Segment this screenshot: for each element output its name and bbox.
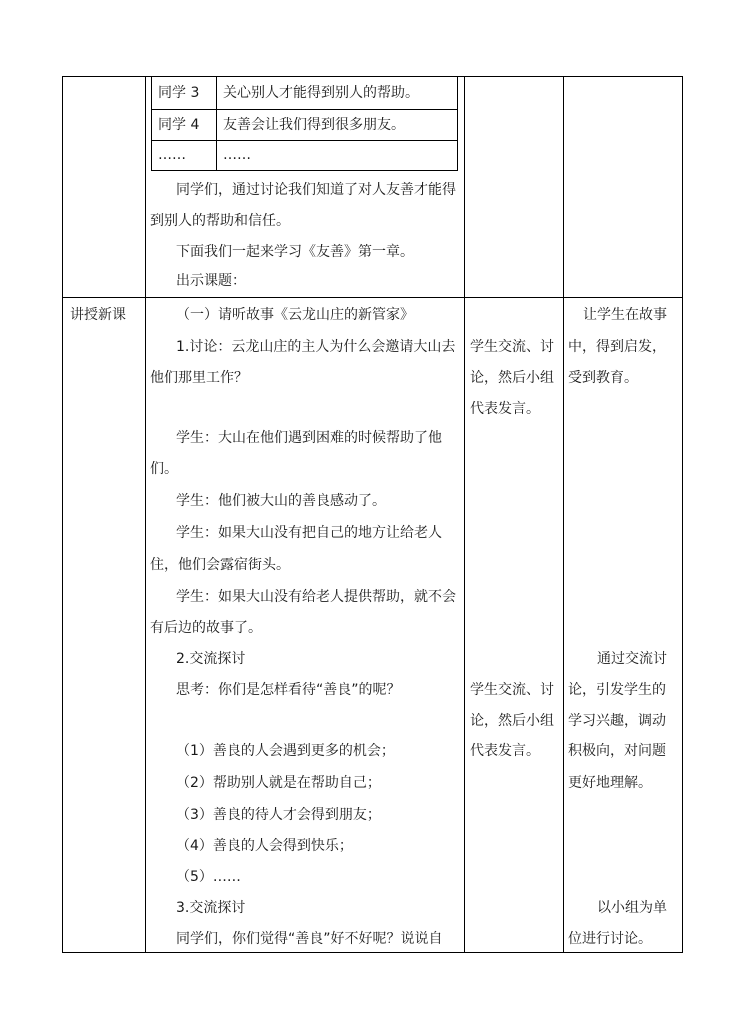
table-left-border <box>62 76 63 953</box>
inner-table-mid <box>216 76 217 171</box>
student-line: 学生：如果大山没有把自己的地方让给老人 <box>176 525 442 541</box>
inner-row-text: 关心别人才能得到别人的帮助。 <box>223 85 419 101</box>
intent-line: 更好地理解。 <box>568 775 652 791</box>
q2-title: 2.交流探讨 <box>176 651 246 667</box>
q1-line1: 1.讨论：云龙山庄的主人为什么会邀请大山去 <box>176 339 456 355</box>
student-activity-line: 代表发言。 <box>470 401 540 417</box>
inner-table-rule <box>151 140 458 141</box>
student-line-cont: 住，他们会露宿街头。 <box>150 557 290 573</box>
student-activity-line: 论，然后小组 <box>470 713 554 729</box>
paragraph-3: 出示课题： <box>176 273 246 289</box>
q2-item: （4）善良的人会得到快乐； <box>176 838 353 854</box>
q2-item: （5）…… <box>176 869 241 885</box>
q3-line1: 同学们，你们觉得“善良”好不好呢？说说自 <box>176 931 443 947</box>
student-line-cont: 们。 <box>150 461 178 477</box>
student-line: 学生：他们被大山的善良感动了。 <box>176 493 386 509</box>
intent-line: 积极向，对问题 <box>568 743 666 759</box>
paragraph-1-line1: 同学们，通过讨论我们知道了对人友善才能得 <box>176 182 456 198</box>
intent-line: 位进行讨论。 <box>568 931 652 947</box>
intent-line: 中，得到启发， <box>568 339 666 355</box>
q1-line2: 他们那里工作？ <box>150 370 248 386</box>
inner-table-bottom <box>151 170 458 171</box>
q2-item: （3）善良的待人才会得到朋友； <box>176 807 381 823</box>
q3-title: 3.交流探讨 <box>176 900 246 916</box>
inner-row-label: …… <box>158 147 186 163</box>
inner-table-left <box>151 76 152 171</box>
intent-line: 学习兴趣，调动 <box>568 713 666 729</box>
student-activity-line: 代表发言。 <box>470 743 540 759</box>
table-bottom-border <box>62 952 683 953</box>
student-activity-line: 论，然后小组 <box>470 370 554 386</box>
inner-row-text: …… <box>223 147 251 163</box>
table-right-border <box>682 76 683 953</box>
student-line: 学生：如果大山没有给老人提供帮助，就不会 <box>176 589 456 605</box>
intent-line: 论，引发学生的 <box>568 682 666 698</box>
inner-row-label: 同学 4 <box>158 117 200 133</box>
stage-label: 讲授新课 <box>70 307 126 323</box>
paragraph-2: 下面我们一起来学习《友善》第一章。 <box>176 244 414 260</box>
intent-line: 以小组为单 <box>597 900 667 916</box>
q2-item: （1）善良的人会遇到更多的机会； <box>176 743 395 759</box>
intent-line: 受到教育。 <box>568 370 638 386</box>
intent-line: 让学生在故事 <box>583 307 667 323</box>
intent-line: 通过交流讨 <box>597 651 667 667</box>
q2-prompt: 思考：你们是怎样看待“善良”的呢？ <box>176 682 401 698</box>
table-col3-divider <box>563 76 564 953</box>
student-activity-line: 学生交流、讨 <box>470 339 554 355</box>
table-col1-divider <box>145 76 146 953</box>
table-top-border <box>62 76 683 77</box>
student-line: 学生：大山在他们遇到困难的时候帮助了他 <box>176 430 442 446</box>
table-row-divider <box>62 297 683 298</box>
inner-table-right <box>457 76 458 171</box>
table-col2-divider <box>464 76 465 953</box>
paragraph-1-line2: 到别人的帮助和信任。 <box>150 213 290 229</box>
inner-row-label: 同学 3 <box>158 85 200 101</box>
inner-row-text: 友善会让我们得到很多朋友。 <box>223 117 405 133</box>
student-activity-line: 学生交流、讨 <box>470 682 554 698</box>
student-line-cont: 有后边的故事了。 <box>150 620 262 636</box>
story-heading: （一）请听故事《云龙山庄的新管家》 <box>176 307 414 323</box>
inner-table-rule <box>151 109 458 110</box>
q2-item: （2）帮助别人就是在帮助自己； <box>176 775 381 791</box>
